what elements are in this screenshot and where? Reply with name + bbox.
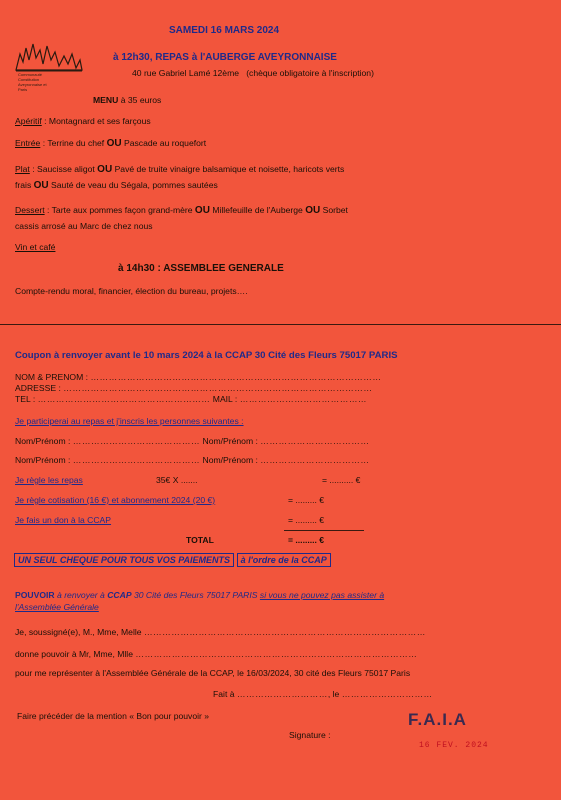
menu-dessert: Dessert : Tarte aux pommes façon grand-mère OU Millefeuille de l'Auberge OU Sorbet [15,205,348,216]
coupon-nomprenom-row-2[interactable]: Nom/Prénom : …………………………………… Nom/Prénom : ……………………………… [15,455,370,465]
pouvoir-heading-line2: l'Assemblée Générale [15,602,99,612]
menu-plat: Plat : Saucisse aligot OU Pavé de truite vinaigre balsamique et noisette, haricots verts [15,164,345,175]
coupon-total-label: TOTAL [186,535,214,545]
menu-plat-line2: frais OU Sauté de veau du Ségala, pommes sautées [15,180,218,191]
cheque-notice: UN SEUL CHEQUE POUR TOUS VOS PAIEMENTS à l'ordre de la CCAP [14,555,331,565]
menu-vin: Vin et café [15,242,56,252]
coupon-regle-repas: Je règle les repas [15,475,83,485]
coupon-tel-line[interactable]: TEL : ………………………………………………… MAIL : …………………………………… [15,394,367,404]
logo-line: Paris [18,87,28,92]
menu-title: MENU à 35 euros [93,95,162,105]
coupon-don-total[interactable]: = ......... € [288,515,325,525]
restaurant-address: 40 rue Gabriel Lamé 12ème (chèque obligatoire à l'inscription) [132,68,374,78]
coupon-cotisation-total[interactable]: = ......... € [288,495,325,505]
total-line [284,530,364,531]
coupon-adresse-line[interactable]: ADRESSE : ………………………………………………………………………………………… [15,383,373,393]
logo-line: Aveyronnaise et [18,82,47,87]
logo-skyline-icon [14,40,84,74]
coupon-participerai: Je participerai au repas et j'inscris les personnes suivantes : [15,416,244,426]
coupon-total-value[interactable]: = ......... € [288,535,325,545]
separator-line [0,324,561,325]
pouvoir-soussigne-line[interactable]: Je, soussigné(e), M., Mme, Melle ………………………………………………………………………………… [15,627,426,637]
coupon-repas-total[interactable]: = .......... € [322,475,361,485]
assemblee-text: Compte-rendu moral, financier, élection du bureau, projets…. [15,286,248,296]
logo-line: Constitution [18,77,40,82]
menu-entree: Entrée : Terrine du chef OU Pascade au roquefort [15,138,207,149]
pouvoir-mention: Faire précéder de la mention « Bon pour pouvoir » [17,711,210,721]
menu-aperitif: Apéritif : Montagnard et ses farçous [15,116,151,126]
pouvoir-fait-line[interactable]: Fait à …………………………, le ………………………… [213,689,433,699]
date-stamp: 16 FEV. 2024 [419,741,489,750]
coupon-nom-line[interactable]: NOM & PRENOM : …………………………………………………………………………………… [15,372,382,382]
handwritten-signature: F.A.I.A [408,710,467,729]
coupon-regle-cotisation: Je règle cotisation (16 €) et abonnement 2024 (20 €) [15,495,216,505]
logo-caption [18,72,47,92]
pouvoir-heading: POUVOIR à renvoyer à CCAP 30 Cité des Fleurs 75017 PARIS si vous ne pouvez pas assister à [15,590,385,600]
event-date: SAMEDI 16 MARS 2024 [169,25,280,36]
pouvoir-signature-label: Signature : [289,730,331,740]
coupon-repas-price[interactable]: 35€ X ....... [156,475,198,485]
pouvoir-donne-line[interactable]: donne pouvoir à Mr, Mme, Mlle ………………………………………………………………………………… [15,649,418,659]
assemblee-title: à 14h30 : ASSEMBLEE GENERALE [118,263,284,274]
pouvoir-represente: pour me représenter à l'Assemblée Générale de la CCAP, le 16/03/2024, 30 cité des Fleurs 75017 Paris [15,668,411,678]
coupon-title: Coupon à renvoyer avant le 10 mars 2024 à la CCAP 30 Cité des Fleurs 75017 PARIS [15,350,398,361]
coupon-don: Je fais un don à la CCAP [15,515,112,525]
coupon-nomprenom-row-1[interactable]: Nom/Prénom : …………………………………… Nom/Prénom : ……………………………… [15,436,370,446]
menu-dessert-line2: cassis arrosé au Marc de chez nous [15,221,153,231]
repas-title: à 12h30, REPAS à l'AUBERGE AVEYRONNAISE [113,52,337,63]
logo-line: Communauté [18,72,43,77]
